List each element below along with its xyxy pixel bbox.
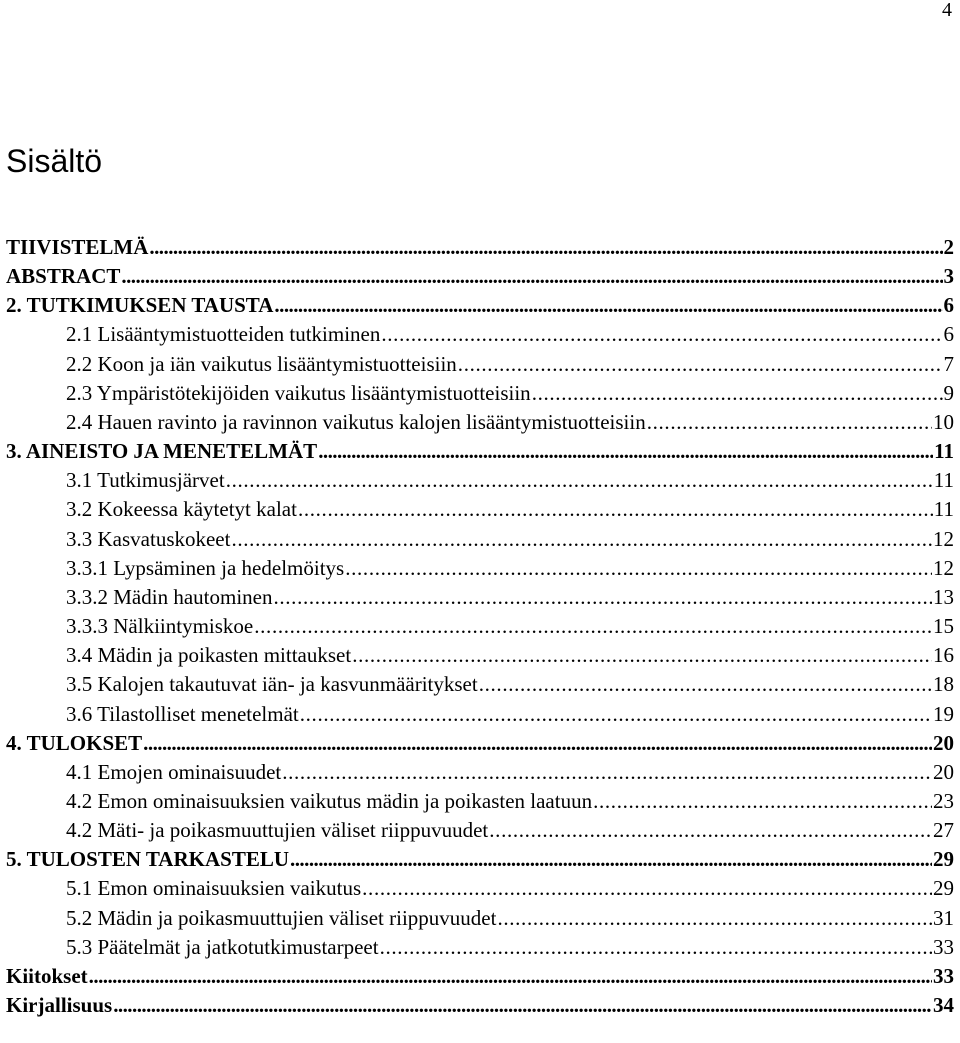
- toc-entry-page: 11: [933, 468, 954, 493]
- toc-entry-title: TIIVISTELMÄ: [6, 235, 149, 259]
- toc-entry-title: 2.4 Hauen ravinto ja ravinnon vaikutus kalojen lisääntymistuotteisiin: [66, 409, 646, 434]
- toc-entry-page: 34: [933, 993, 954, 1018]
- toc-dot-leader: [143, 729, 932, 758]
- toc-entry[interactable]: [6, 525, 954, 554]
- toc-dot-leader: [298, 495, 933, 524]
- toc-entry-title: 3.2 Kokeessa käytetyt kalat: [66, 497, 297, 522]
- toc-entry[interactable]: [6, 874, 954, 903]
- toc-entry-page: 29: [933, 847, 954, 872]
- toc-dot-leader: [231, 525, 932, 554]
- toc-entry-page: 20: [933, 730, 954, 755]
- toc-entry[interactable]: [6, 233, 954, 262]
- toc-entry-page: 9: [943, 380, 954, 405]
- toc-entry-page: 33: [933, 934, 954, 959]
- toc-entry-page: 31: [933, 905, 954, 930]
- toc-entry[interactable]: [6, 758, 954, 787]
- toc-dot-leader: [479, 670, 932, 699]
- toc-entry[interactable]: [6, 583, 954, 612]
- toc-dot-leader: [532, 379, 943, 408]
- toc-dot-leader: [113, 991, 932, 1020]
- toc-entry-title: 3.3.1 Lypsäminen ja hedelmöitys: [66, 555, 345, 580]
- toc-entry[interactable]: [6, 641, 954, 670]
- toc-entry[interactable]: [6, 320, 954, 349]
- toc-dot-leader: [273, 583, 932, 612]
- toc-entry-page: 20: [933, 759, 954, 784]
- toc-entry[interactable]: [6, 700, 954, 729]
- toc-entry-title: 2. TUTKIMUKSEN TAUSTA: [6, 293, 274, 318]
- toc-entry-page: 6: [943, 322, 954, 347]
- toc-dot-leader: [300, 700, 932, 729]
- toc-entry[interactable]: [6, 262, 954, 291]
- toc-entry-page: 12: [933, 555, 954, 580]
- toc-dot-leader: [352, 641, 932, 670]
- toc-entry[interactable]: [6, 787, 954, 816]
- toc-entry[interactable]: [6, 670, 954, 699]
- toc-entry[interactable]: [6, 845, 954, 874]
- toc-dot-leader: [89, 962, 932, 991]
- toc-entry-page: 16: [933, 643, 954, 668]
- toc-entry[interactable]: [6, 466, 954, 495]
- toc-dot-leader: [254, 612, 932, 641]
- toc-entry-page: 12: [933, 526, 954, 551]
- toc-entry-title: 3.3.3 Nälkiintymiskoe: [66, 614, 254, 639]
- toc-dot-leader: [290, 845, 932, 874]
- toc-entry-title: 3.5 Kalojen takautuvat iän- ja kasvunmääritykset: [66, 672, 478, 697]
- toc-entry-title: 3.3 Kasvatuskokeet: [66, 526, 231, 551]
- toc-entry[interactable]: [6, 379, 954, 408]
- toc-dot-leader: [226, 466, 933, 495]
- toc-dot-leader: [497, 904, 932, 933]
- toc-dot-leader: [593, 787, 932, 816]
- toc-entry[interactable]: [6, 612, 954, 641]
- toc-entry-page: 19: [933, 701, 954, 726]
- toc-entry-page: 23: [933, 788, 954, 813]
- toc-dot-leader: [380, 933, 932, 962]
- toc-entry-title: 3.3.2 Mädin hautominen: [66, 584, 273, 609]
- toc-entry[interactable]: [6, 962, 954, 991]
- toc-entry-page: 11: [933, 497, 954, 522]
- toc-dot-leader: [381, 320, 942, 349]
- toc-entry-title: 4.2 Mäti- ja poikasmuuttujien väliset riippuvuudet: [66, 818, 489, 843]
- toc-entry[interactable]: [6, 408, 954, 437]
- toc-dot-leader: [121, 262, 942, 291]
- toc-entry-title: 3.6 Tilastolliset menetelmät: [66, 701, 299, 726]
- toc-entry[interactable]: [6, 291, 954, 320]
- toc-entry-page: 15: [933, 614, 954, 639]
- toc-entry[interactable]: [6, 495, 954, 524]
- toc-entry-title: 5.2 Mädin ja poikasmuuttujien väliset riippuvuudet: [66, 905, 497, 930]
- toc-dot-leader: [318, 437, 933, 466]
- toc-entry-title: 3. AINEISTO JA MENETELMÄT: [6, 439, 318, 464]
- toc-entry-page: 33: [933, 963, 954, 988]
- toc-entry[interactable]: [6, 933, 954, 962]
- toc-entry-title: 4.2 Emon ominaisuuksien vaikutus mädin ja poikasten laatuun: [66, 788, 593, 813]
- page-number: 4: [942, 0, 952, 21]
- toc-entry-page: 10: [933, 409, 954, 434]
- toc-entry-title: 3.4 Mädin ja poikasten mittaukset: [66, 643, 352, 668]
- toc-entry-page: 2: [943, 235, 954, 259]
- toc-entry-page: 6: [943, 293, 954, 318]
- toc-entry[interactable]: [6, 991, 954, 1020]
- toc-entry-title: ABSTRACT: [6, 264, 121, 289]
- toc-entry-title: 2.3 Ympäristötekijöiden vaikutus lisääntymistuotteisiin: [66, 380, 531, 405]
- toc-entry[interactable]: [6, 350, 954, 379]
- toc-dot-leader: [274, 291, 942, 320]
- table-of-contents: [6, 233, 954, 1020]
- toc-entry[interactable]: [6, 904, 954, 933]
- toc-entry-page: 18: [933, 672, 954, 697]
- toc-entry-title: 5.1 Emon ominaisuuksien vaikutus: [66, 876, 362, 901]
- toc-entry-page: 13: [933, 584, 954, 609]
- toc-entry-title: 3.1 Tutkimusjärvet: [66, 468, 225, 493]
- toc-entry-title: 5. TULOSTEN TARKASTELU: [6, 847, 290, 872]
- toc-entry-page: 11: [934, 439, 954, 464]
- toc-entry-page: 3: [943, 264, 954, 289]
- toc-entry-title: 4.1 Emojen ominaisuudet: [66, 759, 282, 784]
- toc-entry[interactable]: [6, 554, 954, 583]
- toc-entry-title: Kirjallisuus: [6, 993, 113, 1018]
- toc-entry-title: 2.2 Koon ja iän vaikutus lisääntymistuotteisiin: [66, 351, 457, 376]
- toc-entry-title: 4. TULOKSET: [6, 730, 143, 755]
- toc-entry-title: 5.3 Päätelmät ja jatkotutkimustarpeet: [66, 934, 379, 959]
- toc-entry-title: 2.1 Lisääntymistuotteiden tutkiminen: [66, 322, 381, 347]
- toc-dot-leader: [345, 554, 932, 583]
- toc-dot-leader: [362, 874, 932, 903]
- toc-entry[interactable]: [6, 729, 954, 758]
- toc-dot-leader: [149, 233, 942, 262]
- toc-entry[interactable]: [6, 816, 954, 845]
- toc-dot-leader: [489, 816, 932, 845]
- toc-dot-leader: [282, 758, 932, 787]
- toc-entry-title: Kiitokset: [6, 963, 88, 988]
- toc-entry-page: 27: [933, 818, 954, 843]
- toc-entry-page: 29: [933, 876, 954, 901]
- toc-heading: Sisältö: [6, 143, 103, 179]
- toc-entry[interactable]: [6, 437, 954, 466]
- toc-dot-leader: [647, 408, 932, 437]
- toc-entry-page: 7: [943, 351, 954, 376]
- toc-dot-leader: [458, 350, 943, 379]
